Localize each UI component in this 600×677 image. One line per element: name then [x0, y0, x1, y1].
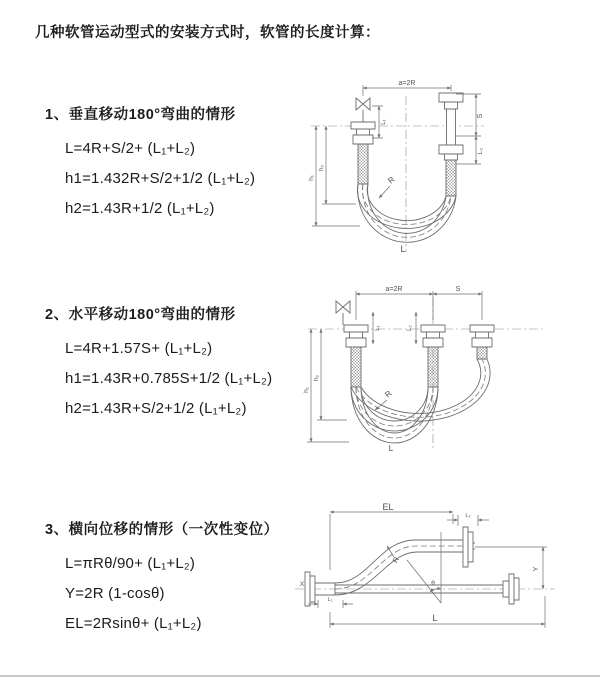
formula-line: L=πRθ/90+ (L₁+L₂) — [65, 555, 196, 572]
formula-line: L=4R+1.57S+ (L₁+L₂) — [65, 340, 213, 357]
braided-hose-section — [358, 144, 368, 184]
dim-label-l1: L₁ — [375, 325, 381, 331]
hose-u-bend — [357, 184, 456, 242]
dim-label-h2: h₂ — [318, 164, 325, 172]
braided-hose-section — [351, 347, 361, 387]
dim-label-s: S — [477, 113, 484, 119]
hose-s-curve — [335, 540, 463, 595]
dim-label-y: Y — [533, 566, 540, 572]
section-3-formulas — [65, 549, 279, 639]
dimension-span — [356, 286, 482, 320]
braided-hose-section — [477, 347, 487, 359]
right-fitting — [439, 93, 463, 196]
dim-label-h1: h₁ — [303, 387, 310, 393]
valve-icon — [336, 301, 350, 325]
dimension-l1 — [373, 312, 381, 344]
dim-label-l2: L₂ — [465, 513, 471, 519]
formula-line: h2=1.43R+1/2 (L₁+L₂) — [65, 200, 215, 217]
dim-label-h1: h₁ — [308, 175, 315, 181]
axis-mark-label: X — [299, 581, 305, 588]
braided-hose-section — [428, 347, 438, 387]
angle-construction — [407, 532, 441, 603]
theta-label: θ — [431, 580, 435, 587]
dim-label-el: EL — [382, 502, 394, 512]
formula-line: L=4R+S/2+ (L₁+L₂) — [65, 140, 196, 157]
dim-label-span: a=2R — [385, 286, 403, 293]
section-2-formulas — [65, 334, 272, 424]
length-label: L — [400, 244, 406, 254]
section-2-heading: 2、水平移动180°弯曲的情形 — [45, 307, 236, 323]
dim-label-span: a=2R — [398, 80, 416, 87]
radius-label: R — [383, 388, 394, 400]
page-title: 几种软管运动型式的安装方式时，软管的长度计算： — [35, 25, 380, 41]
radius-callout — [379, 175, 397, 198]
formula-line: h1=1.43R+0.785S+1/2 (L₁+L₂) — [65, 370, 273, 387]
diagram-vertical-180-bend — [306, 76, 596, 258]
section-2 — [45, 303, 272, 424]
section-1 — [45, 103, 255, 224]
length-label: L — [388, 444, 394, 453]
dim-label-s: S — [455, 286, 461, 293]
left-fitting — [351, 122, 375, 184]
section-1-formulas — [65, 134, 255, 224]
dimension-h1 — [308, 126, 360, 226]
dim-label-l2: L₂ — [477, 147, 484, 155]
radius-label: R — [390, 555, 402, 565]
formula-line: h1=1.432R+S/2+1/2 (L₁+L₂) — [65, 170, 256, 187]
middle-fitting — [421, 325, 445, 387]
right-fitting — [470, 325, 494, 359]
dim-label-l1: L₁ — [327, 597, 333, 603]
dimension-span — [363, 80, 451, 96]
formula-line: EL=2Rsinθ+ (L₁+L₂) — [65, 615, 202, 632]
formula-line: h2=1.43R+S/2+1/2 (L₁+L₂) — [65, 400, 247, 417]
section-3-heading: 3、横向位移的情形（一次性变位） — [45, 522, 279, 538]
dim-label-h2: h₂ — [313, 374, 320, 382]
valve-icon — [356, 98, 370, 122]
radius-callout — [387, 546, 401, 564]
dim-label-l: L — [432, 613, 438, 623]
centerlines — [311, 96, 484, 252]
diagram-horizontal-180-bend — [303, 282, 598, 454]
dim-label-l2: L₂ — [407, 325, 413, 331]
braided-hose-section — [446, 160, 456, 196]
left-fitting — [344, 325, 368, 387]
dimension-h2 — [318, 126, 356, 204]
section-1-heading: 1、垂直移动180°弯曲的情形 — [45, 107, 236, 123]
dim-label-l1: L₁ — [381, 119, 387, 125]
dimension-h2 — [313, 329, 347, 420]
diagram-lateral-displacement — [293, 502, 598, 647]
upper-right-flange — [463, 527, 475, 567]
section-3 — [45, 518, 279, 639]
dimension-h1 — [303, 329, 349, 442]
formula-line: Y=2R (1-cosθ) — [65, 585, 165, 602]
hose-u-bend-position1 — [351, 387, 438, 443]
radius-label: R — [386, 174, 397, 186]
dimension-l2 — [407, 312, 416, 344]
